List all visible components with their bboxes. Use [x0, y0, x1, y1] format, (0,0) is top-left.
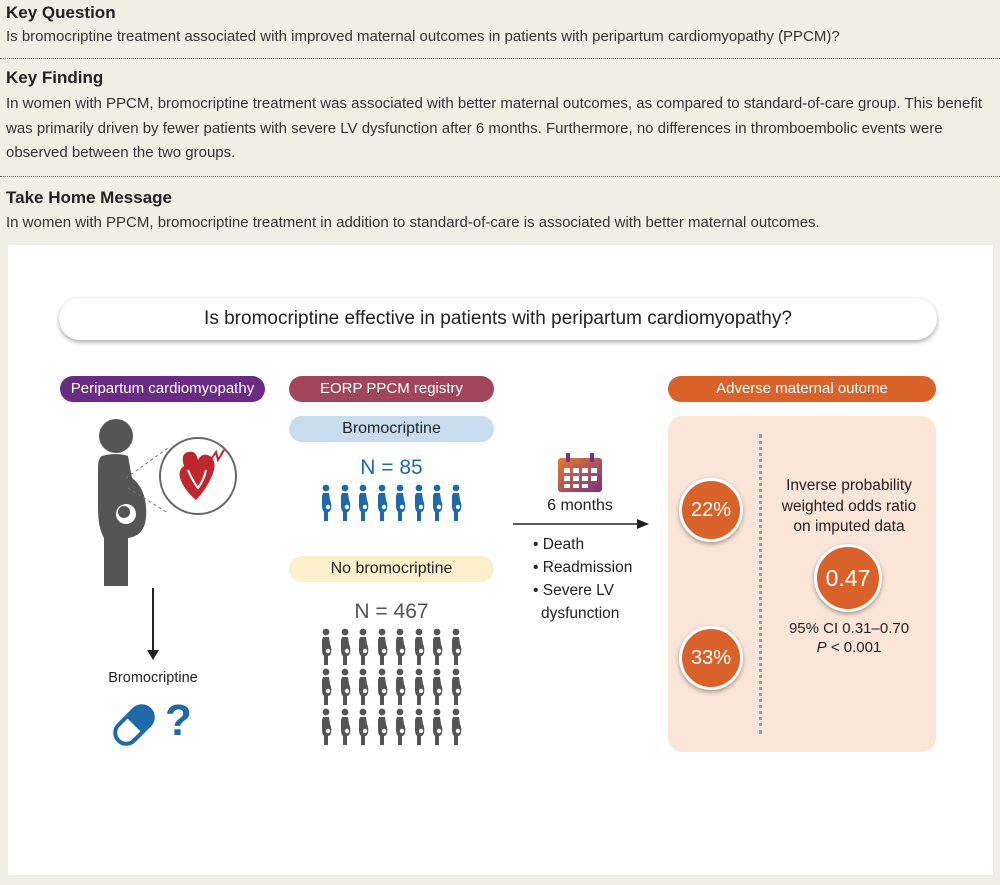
pregnant-person-icon — [394, 668, 406, 706]
odds-ratio-circle: 0.47 — [814, 544, 882, 612]
outcome-item: • Readmission — [533, 559, 633, 576]
bromocriptine-event-rate: 22% — [679, 478, 743, 542]
pregnant-person-icon — [320, 708, 332, 746]
outcome-item-continued: dysfunction — [541, 605, 620, 622]
pregnant-person-icon — [339, 628, 351, 666]
pregnant-person-icon — [450, 484, 462, 522]
pregnant-person-icon — [320, 628, 332, 666]
key-question-text: Is bromocriptine treatment associated with improved maternal outcomes in patients with peripartum cardiomyopathy (PPCM)? — [6, 28, 840, 45]
bromocriptine-group-pill: Bromocriptine — [289, 416, 494, 442]
confidence-interval — [764, 619, 934, 657]
question-mark-icon: ? — [165, 696, 192, 745]
dotted-divider — [759, 434, 762, 734]
analysis-method-line: Inverse probability — [786, 477, 912, 494]
p-value-text: < 0.001 — [826, 639, 882, 656]
pregnant-person-icon — [431, 708, 443, 746]
followup-duration: 6 months — [547, 497, 613, 514]
outcome-item: • Severe LV — [533, 582, 614, 599]
pregnant-person-icon — [431, 628, 443, 666]
analysis-method — [764, 476, 934, 538]
pregnant-person-icon — [339, 708, 351, 746]
pregnant-person-icon — [339, 484, 351, 522]
pregnant-person-icon — [394, 484, 406, 522]
pregnant-person-icon — [357, 668, 369, 706]
pregnant-person-icon — [431, 484, 443, 522]
pregnant-person-icon — [413, 708, 425, 746]
pregnant-person-icon — [339, 668, 351, 706]
pregnant-person-icon — [320, 484, 332, 522]
pregnant-person-icon — [413, 628, 425, 666]
pregnant-person-icon — [431, 668, 443, 706]
ci-text: 95% CI 0.31–0.70 — [788, 620, 910, 637]
pregnant-person-icon — [450, 628, 462, 666]
pregnant-person-icon — [357, 484, 369, 522]
analysis-method-line: weighted odds ratio — [781, 497, 917, 515]
no-bromocriptine-group-n: N = 467 — [354, 600, 429, 623]
calendar-icon — [556, 452, 604, 494]
pregnant-person-icon — [376, 668, 388, 706]
pregnant-person-icon — [357, 628, 369, 666]
pregnant-person-icon — [394, 708, 406, 746]
pill-capsule-icon — [110, 702, 158, 748]
central-question: Is bromocriptine effective in patients with peripartum cardiomyopathy? — [59, 298, 937, 340]
pregnant-person-icon — [376, 628, 388, 666]
take-home-title: Take Home Message — [6, 188, 172, 207]
no-bromocriptine-event-rate: 33% — [679, 626, 743, 690]
pregnant-person-icon — [357, 708, 369, 746]
registry-pill: EORP PPCM registry — [289, 376, 494, 402]
pregnant-person-icon — [450, 668, 462, 706]
p-value — [764, 638, 934, 657]
bromocriptine-label: Bromocriptine — [108, 670, 198, 686]
outcome-list — [533, 533, 632, 625]
down-arrow-icon — [143, 588, 163, 662]
adverse-outcome-pill: Adverse maternal outome — [668, 376, 936, 402]
timeline-arrow-icon — [513, 516, 653, 532]
pregnant-person-icon — [320, 668, 332, 706]
p-label: P — [816, 639, 827, 656]
take-home-text: In women with PPCM, bromocriptine treatment in addition to standard-of-care is associated with better maternal outcomes. — [6, 214, 820, 231]
pregnant-person-icon — [376, 484, 388, 522]
results-box — [668, 416, 936, 752]
divider — [0, 176, 1000, 177]
key-finding-text: In women with PPCM, bromocriptine treatment was associated with better maternal outcomes, as compared to standard-of-care group. This benefit was primarily driven by fewer patients with severe LV dysfunction after 6 months. Furthermore, no differences in thromboembolic events were observed between the two groups. — [6, 95, 983, 161]
key-finding-title: Key Finding — [6, 68, 104, 87]
outcome-item: • Death — [533, 536, 585, 553]
pregnant-person-icon — [413, 484, 425, 522]
pregnant-woman-heart-icon — [88, 418, 248, 593]
key-question-title: Key Question — [6, 3, 116, 22]
ppcm-pill: Peripartum cardiomyopathy — [60, 376, 265, 402]
analysis-method-line: on imputed data — [793, 518, 905, 535]
pregnant-person-icon — [376, 708, 388, 746]
pregnant-person-icon — [450, 708, 462, 746]
pregnant-person-icon — [413, 668, 425, 706]
divider — [0, 58, 1000, 59]
pregnant-person-icon — [394, 628, 406, 666]
summary-section — [0, 0, 1000, 245]
no-bromocriptine-group-pill: No bromocriptine — [289, 556, 494, 582]
bromocriptine-group-n: N = 85 — [360, 456, 423, 479]
